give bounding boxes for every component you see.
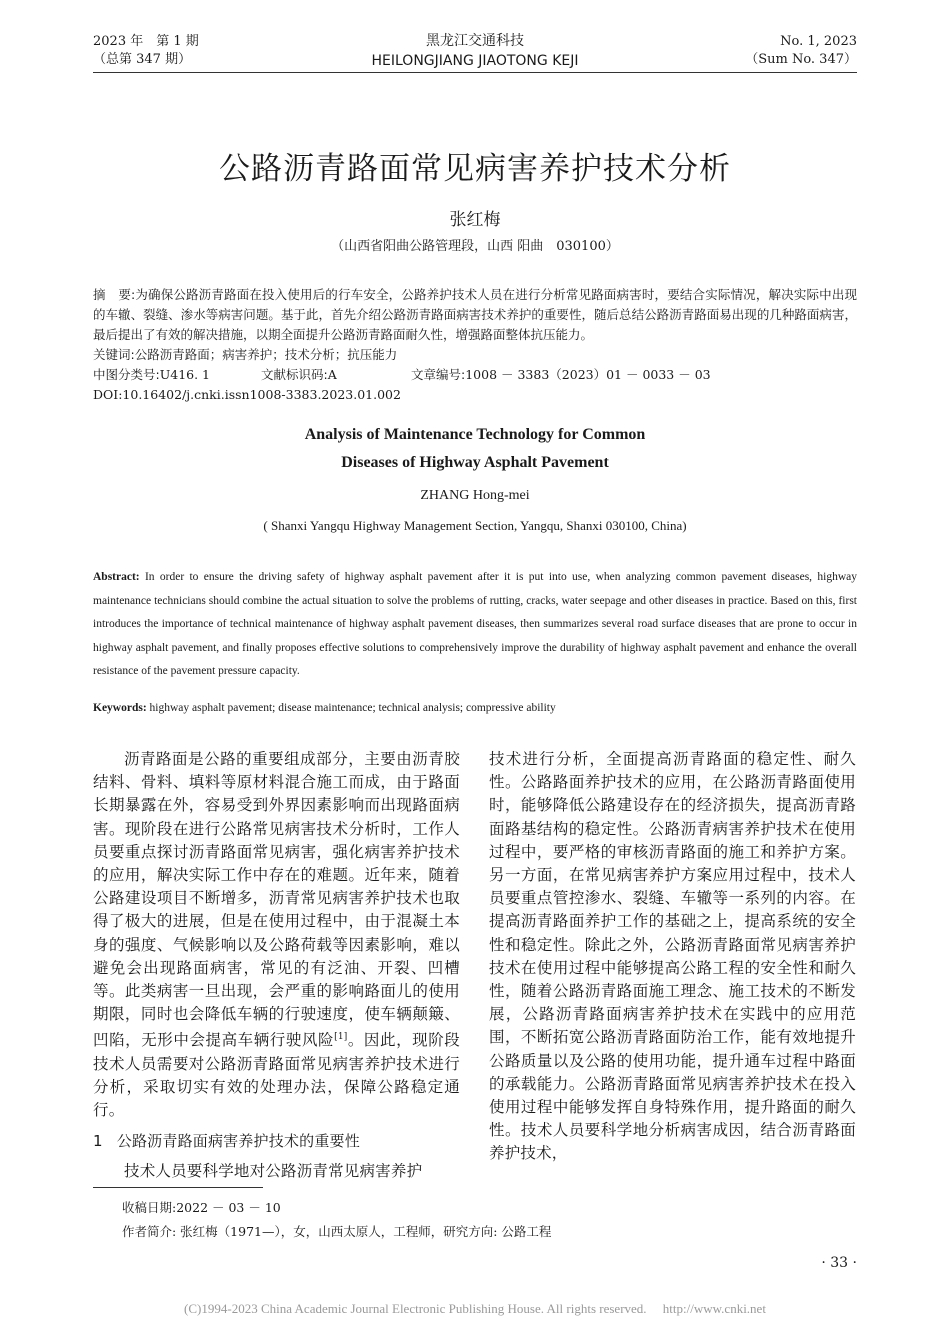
doc-code: [261, 365, 411, 385]
abstract-en: [93, 566, 857, 684]
header-issue: [93, 33, 199, 69]
intro-text-1: 沥青路面是公路的重要组成部分，主要由沥青胶结料、骨料、填料等原材料混合施工而成，由于路面长期暴露在外，容易受到外界因素影响而出现路面病害。现阶段在进行公路常见病害技术分析时，工作人员要重点探讨沥青路面常见病害，强化病害养护技术的应用，解决实际工作中存在的难题。近年来，随着公路建设项目不断增多，沥青常见病害养护技术也取得了极大的进展，但是在使用过程中，由于混凝土本身的强度、气候影响以及公路荷载等因素影响，难以避免会出现路面病害，常见的有泛油、开裂、凹槽等。此类病害一旦出现，会严重的影响路面儿的使用期限，同时也会降低车辆的行驶速度，使车辆颠簸、凹陷，无形中会提高车辆行驶风险: [93, 750, 460, 1050]
clc-value: U416. 1: [159, 367, 211, 382]
clc: [93, 365, 261, 385]
keywords-cn-text: 公路沥青路面；病害养护；技术分析；抗压能力: [134, 347, 398, 362]
footnote-received: 收稿日期:2022 － 03 － 10: [122, 1200, 281, 1215]
doc-code-value: A: [327, 367, 337, 382]
header-number-line1: No. 1, 2023: [780, 34, 857, 49]
header-number-line2: （Sum No. 347）: [745, 52, 857, 67]
intro-paragraph: [93, 748, 460, 1122]
article-title-cn: 公路沥青路面常见病害养护技术分析: [219, 151, 731, 187]
affiliation-en: ( Shanxi Yangqu Highway Management Section, Yangqu, Shanxi 030100, China): [263, 518, 687, 533]
header-issue-line1: 2023 年 第 1 期: [93, 34, 199, 49]
header-journal: [275, 31, 675, 71]
abstract-cn-text: 为确保公路沥青路面在投入使用后的行车安全，公路养护技术人员在进行分析常见路面病害时，要结合实际情况，解决实际中出现的车辙、裂缝、渗水等病害问题。基于此，首先介绍公路沥青路面病害技术养护的重要性，随后总结公路沥青路面易出现的几种路面病害，最后提出了有效的解决措施，以期全面提升公路沥青路面耐久性，增强路面整体抗压能力。: [93, 287, 857, 342]
article-title-en: [0, 421, 950, 477]
section-1-paragraph-start: 技术人员要科学地对公路沥青常见病害养护: [124, 1161, 423, 1180]
body-right-column: [489, 748, 856, 1166]
abstract-cn-label: 摘 要:: [93, 287, 136, 302]
header-journal-en: HEILONGJIANG JIAOTONG KEJI: [371, 53, 579, 69]
article-no-label: 文章编号:: [411, 367, 466, 382]
section-1-title: 公路沥青路面病害养护技术的重要性: [116, 1132, 360, 1151]
keywords-cn-label: 关键词:: [93, 347, 135, 362]
abstract-cn-block: [93, 285, 857, 405]
footnote-rule: [93, 1187, 263, 1188]
title-en-line1: Analysis of Maintenance Technology for Common: [304, 426, 646, 443]
intro-text-2: 。因此，现阶段技术人员需要对公路沥青路面常见病害养护技术进行分析，采取切实有效的处理办法，保障公路稳定通行。: [93, 1031, 460, 1120]
author-cn: 张红梅: [449, 210, 501, 230]
section-1-heading: [93, 1130, 460, 1153]
article-no-value: 1008 － 3383（2023）01 － 0033 － 03: [465, 367, 711, 382]
section-1-number: 1: [93, 1132, 103, 1151]
abstract-en-label: Abstract:: [93, 571, 140, 583]
author-en: ZHANG Hong-mei: [420, 488, 530, 503]
footnote-author-bio: 作者简介: 张红梅（1971—），女，山西太原人，工程师，研究方向: 公路工程: [122, 1224, 552, 1239]
header-number: [745, 33, 857, 69]
doc-code-label: 文献标识码:: [261, 367, 328, 382]
abstract-en-text: In order to ensure the driving safety of highway asphalt pavement after it is put into use, when analyzing common pavement diseases, highway maintenance technicians should combine the actual situation to solve the problems of rutting, cracks, water seepage and other diseases in practice. Based on this, first introduces the importance of technical maintenance of highway asphalt pavement diseases, then summarizes several road surface diseases that are prone to occur in highway asphalt pavement, and finally proposes effective solutions to comprehensively improve the durability of highway asphalt pavement and enhance the overall resistance of the pavement pressure capacity.: [93, 571, 857, 677]
header-journal-cn: 黑龙江交通科技: [426, 33, 524, 49]
body-left-column: [93, 748, 460, 1183]
keywords-en: [93, 702, 857, 714]
keywords-cn: [93, 345, 857, 365]
keywords-en-text: highway asphalt pavement; disease maintenance; technical analysis; compressive ability: [149, 702, 556, 714]
copyright-line: (C)1994-2023 China Academic Journal Electronic Publishing House. All rights reserved. http://www.cnki.net: [184, 1301, 766, 1316]
affiliation-cn: （山西省阳曲公路管理段，山西 阳曲 030100）: [331, 239, 619, 254]
article-no: [411, 365, 711, 385]
clc-label: 中图分类号:: [93, 367, 160, 382]
abstract-cn: [93, 285, 857, 345]
doi: DOI:10.16402/j.cnki.issn1008-3383.2023.01.002: [93, 387, 401, 402]
header-rule: [93, 72, 857, 73]
page-number: · 33 ·: [821, 1255, 857, 1271]
title-en-line2: Diseases of Highway Asphalt Pavement: [341, 454, 609, 471]
classification-line: [93, 365, 857, 385]
keywords-en-label: Keywords:: [93, 702, 147, 714]
reference-1: [1]: [334, 1032, 348, 1043]
header-issue-line2: （总第 347 期）: [93, 52, 192, 67]
section-1-paragraph-continued: 技术进行分析，全面提高沥青路面的稳定性、耐久性。公路路面养护技术的应用，在公路沥青路面使用时，能够降低公路建设存在的经济损失，提高沥青路面路基结构的稳定性。公路沥青病害养护技术在使用过程中，要严格的审核沥青路面的施工和养护方案。另一方面，在常见病害养护方案应用过程中，技术人员要重点管控渗水、裂缝、车辙等一系列的内容。在提高沥青路面养护工作的基础之上，提高系统的安全性和稳定性。除此之外，公路沥青路面常见病害养护技术在使用过程中能够提高公路工程的安全性和耐久性，随着公路沥青路面施工理念、施工技术的不断发展，公路沥青路面病害养护技术在实践中的应用范围，不断拓宽公路沥青路面防治工作，能有效地提升公路质量以及公路的使用功能，提升通车过程中路面的承载能力。公路沥青路面常见病害养护技术在投入使用过程中能够发挥自身特殊作用，提升路面的耐久性。技术人员要科学地分析病害成因，结合沥青路面养护技术，: [489, 750, 856, 1163]
